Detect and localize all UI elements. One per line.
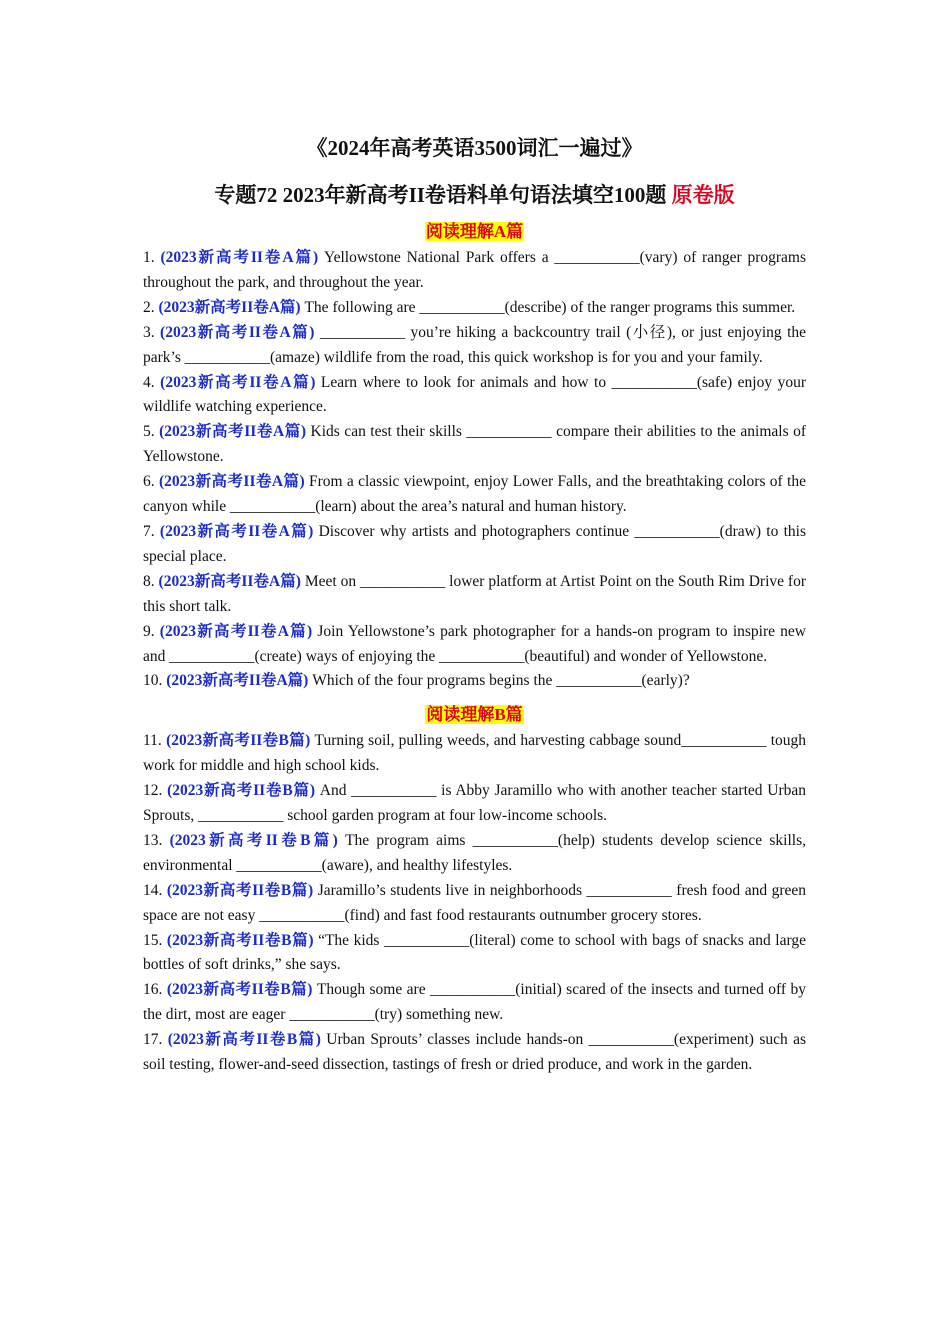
question-source-tag: (2023新高考II卷A篇) [160, 323, 315, 341]
question-number: 2. [143, 298, 155, 316]
question-number: 12. [143, 782, 163, 800]
question-text: Urban Sprouts’ classes include hands-on ___________(experiment) such as soil testing, flower-and-seed dissection, tastings of fresh or dried produce, and work in the garden. [143, 1031, 807, 1074]
question-number: 5. [143, 423, 155, 441]
section-heading [143, 702, 806, 729]
question-source-tag: (2023新高考II卷B篇) [166, 881, 314, 899]
document-page [143, 128, 806, 1078]
question-source-tag: (2023新高考II卷A篇) [159, 622, 313, 640]
question-number: 9. [143, 622, 155, 640]
question-number: 10. [143, 672, 163, 690]
question-item [143, 879, 806, 929]
question-text: Which of the four programs begins the ___________(early)? [312, 672, 690, 690]
question-text: Discover why artists and photographers continue ___________(draw) to this special place. [143, 522, 807, 565]
question-item [143, 729, 806, 779]
question-item [143, 929, 806, 979]
section-heading [143, 219, 806, 246]
question-number: 7. [143, 522, 155, 540]
question-text: From a classic viewpoint, enjoy Lower Falls, and the breathtaking colors of the canyon while ___________(learn) about the area’s natural and human history. [143, 473, 806, 516]
question-text: “The kids ___________(literal) come to school with bags of snacks and large bottles of soft drinks,” she says. [143, 931, 806, 974]
question-item [143, 1028, 806, 1078]
question-source-tag: (2023新高考II卷B篇) [169, 831, 338, 849]
section-label: 阅读理解A篇 [425, 222, 524, 241]
question-number: 17. [143, 1031, 163, 1049]
question-number: 1. [143, 249, 155, 266]
question-list [143, 246, 806, 694]
question-text: Turning soil, pulling weeds, and harvesting cabbage sound___________ tough work for middle and high school kids. [143, 732, 807, 775]
question-item [143, 420, 806, 470]
section-a [143, 219, 806, 694]
question-text: ___________ you’re hiking a backcountry trail (小径), or just enjoying the park’s ___________(amaze) wildlife from the road, this quick workshop is for you and your family. [143, 323, 807, 366]
question-number: 14. [143, 881, 163, 899]
question-number: 6. [143, 473, 155, 491]
question-number: 8. [143, 572, 155, 590]
question-item [143, 520, 806, 570]
question-number: 3. [143, 323, 155, 341]
question-source-tag: (2023新高考II卷B篇) [166, 732, 311, 750]
question-source-tag: (2023新高考II卷A篇) [159, 522, 314, 540]
question-source-tag: (2023新高考II卷B篇) [166, 981, 313, 999]
question-source-tag: (2023新高考II卷A篇) [159, 423, 307, 441]
question-text: Join Yellowstone’s park photographer for a hands-on program to inspire new and ___________(create) ways of enjoying the ___________(beautiful) and wonder of Yellowstone. [143, 622, 806, 665]
question-source-tag: (2023新高考II卷A篇) [158, 298, 301, 316]
question-number: 16. [143, 981, 163, 999]
question-list [143, 729, 806, 1078]
question-source-tag: (2023新高考II卷A篇) [166, 672, 309, 690]
question-text: Jaramillo’s students live in neighborhoods ___________ fresh food and green space are not easy ___________(find) and fast food restaurants outnumber grocery stores. [143, 881, 807, 924]
question-number: 11. [143, 732, 162, 750]
question-source-tag: (2023新高考II卷B篇) [166, 931, 314, 949]
question-source-tag: (2023新高考II卷B篇) [167, 782, 316, 800]
question-number: 15. [143, 931, 163, 949]
question-number: 4. [143, 373, 155, 391]
question-item [143, 978, 806, 1028]
question-text: Though some are ___________(initial) scared of the insects and turned off by the dirt, most are eager ___________(try) something new. [143, 981, 807, 1024]
question-item [143, 620, 806, 670]
question-item [143, 470, 806, 520]
question-item [143, 371, 806, 421]
question-item [143, 779, 806, 829]
subtitle-badge: 原卷版 [671, 183, 735, 207]
question-source-tag: (2023新高考II卷A篇) [158, 572, 301, 590]
question-source-tag: (2023新高考II卷B篇) [167, 1031, 321, 1049]
question-item [143, 570, 806, 620]
question-text: Kids can test their skills ___________ compare their abilities to the animals of Yellowstone. [143, 423, 806, 466]
question-text: Meet on ___________ lower platform at Artist Point on the South Rim Drive for this short talk. [143, 572, 807, 615]
question-text: Yellowstone National Park offers a ___________(vary) of ranger programs throughout the park, and throughout the year. [143, 249, 807, 291]
question-item [143, 829, 806, 879]
document-title: 《2024年高考英语3500词汇一遍过》 [306, 136, 643, 160]
subtitle-text: 专题72 2023年新高考II卷语料单句语法填空100题 [214, 183, 667, 207]
question-item [143, 669, 806, 694]
section-b [143, 702, 806, 1078]
section-label: 阅读理解B篇 [426, 705, 523, 725]
question-item [143, 321, 806, 371]
question-item [143, 296, 806, 321]
question-item [143, 246, 806, 296]
question-source-tag: (2023新高考II卷A篇) [160, 249, 319, 266]
question-text: The program aims ___________(help) students develop science skills, environmental ___________(aware), and healthy lifestyles. [143, 831, 807, 874]
question-text: Learn where to look for animals and how to ___________(safe) enjoy your wildlife watching experience. [143, 373, 807, 416]
question-source-tag: (2023新高考II卷A篇) [158, 473, 305, 491]
question-source-tag: (2023新高考II卷A篇) [160, 373, 316, 391]
document-subtitle [143, 175, 806, 215]
question-text: And ___________ is Abby Jaramillo who with another teacher started Urban Sprouts, ___________ school garden program at four low-income schools. [143, 782, 806, 825]
question-number: 13. [143, 831, 163, 849]
question-text: The following are ___________(describe) of the ranger programs this summer. [304, 298, 796, 316]
